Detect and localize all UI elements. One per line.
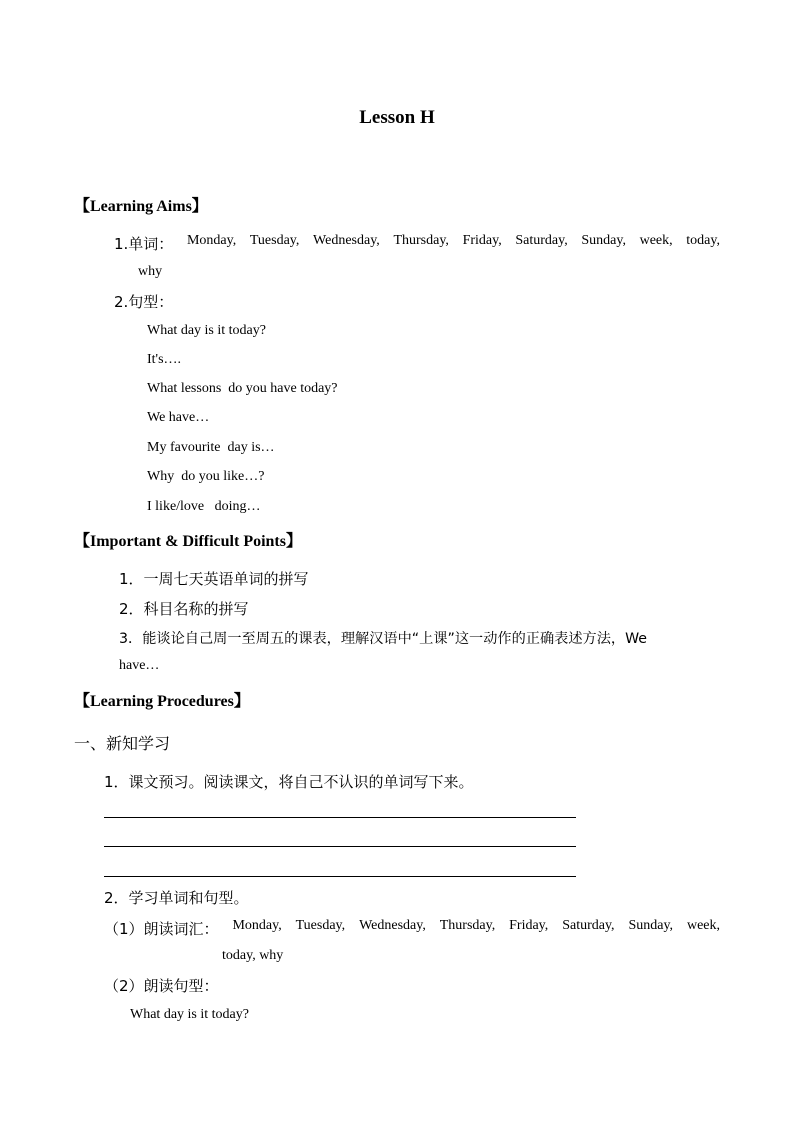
sentence-pattern: It's…. — [147, 352, 182, 367]
sentence-pattern: What day is it today? — [147, 323, 266, 338]
vocab-word: Thursday, — [439, 918, 496, 933]
vocab-words-row — [104, 918, 720, 939]
vocab-label: （1）朗读词汇： — [104, 920, 219, 938]
sentence-pattern: I like/love doing… — [147, 499, 261, 514]
vocab-word: Monday, — [232, 918, 282, 933]
aims-words-row — [114, 233, 720, 254]
sentence-pattern: Why do you like…? — [147, 469, 265, 484]
section-heading: 一、新知学习 — [74, 734, 171, 753]
aims-word: Thursday, — [393, 233, 449, 248]
sentence-pattern: We have… — [147, 410, 210, 425]
answer-blank-line[interactable] — [104, 817, 576, 818]
procedure-step: 2．学习单词和句型。 — [104, 889, 249, 907]
aims-word: Tuesday, — [249, 233, 300, 248]
sentence-reading-label: （2）朗读句型： — [104, 977, 219, 995]
aims-item-1 — [114, 233, 720, 254]
vocab-word: Saturday, — [562, 918, 615, 933]
sentence-pattern: My favourite day is… — [147, 440, 275, 455]
vocab-word: Friday, — [509, 918, 549, 933]
sentence-pattern: What day is it today? — [130, 1007, 249, 1022]
aims-word: Saturday, — [515, 233, 568, 248]
vocab-word: week, — [686, 918, 720, 933]
important-point-item: 3．能谈论自己周一至周五的课表，理解汉语中“上课”这一动作的正确表述方法，We — [119, 631, 648, 647]
important-point-item: 1．一周七天英语单词的拼写 — [119, 570, 309, 588]
important-points-heading: 【Important & Difficult Points】 — [74, 533, 302, 550]
important-point-item: 2．科目名称的拼写 — [119, 600, 249, 618]
vocab-word: Wednesday, — [359, 918, 426, 933]
important-point-item-tail: have… — [119, 658, 160, 673]
aims-word: today, — [686, 233, 720, 248]
vocab-reading-row — [104, 918, 720, 939]
vocab-tail: today, why — [222, 948, 284, 963]
aims-item-2-label: 2.句型： — [114, 293, 174, 311]
page-title: Lesson H — [359, 107, 435, 128]
answer-blank-line[interactable] — [104, 846, 576, 847]
aims-word: Friday, — [462, 233, 502, 248]
aims-item-1-tail: why — [138, 264, 163, 279]
aims-word: week, — [639, 233, 673, 248]
aims-item-1-label: 1.单词： — [114, 235, 174, 253]
sentence-pattern: What lessons do you have today? — [147, 381, 338, 396]
procedure-step: 1．课文预习。阅读课文，将自己不认识的单词写下来。 — [104, 773, 474, 791]
answer-blank-line[interactable] — [104, 876, 576, 877]
aims-word: Sunday, — [581, 233, 626, 248]
aims-word: Monday, — [186, 233, 237, 248]
vocab-word: Tuesday, — [295, 918, 346, 933]
procedures-heading: 【Learning Procedures】 — [74, 693, 250, 710]
vocab-word: Sunday, — [628, 918, 674, 933]
aims-word: Wednesday, — [313, 233, 380, 248]
learning-aims-heading: 【Learning Aims】 — [74, 198, 208, 215]
